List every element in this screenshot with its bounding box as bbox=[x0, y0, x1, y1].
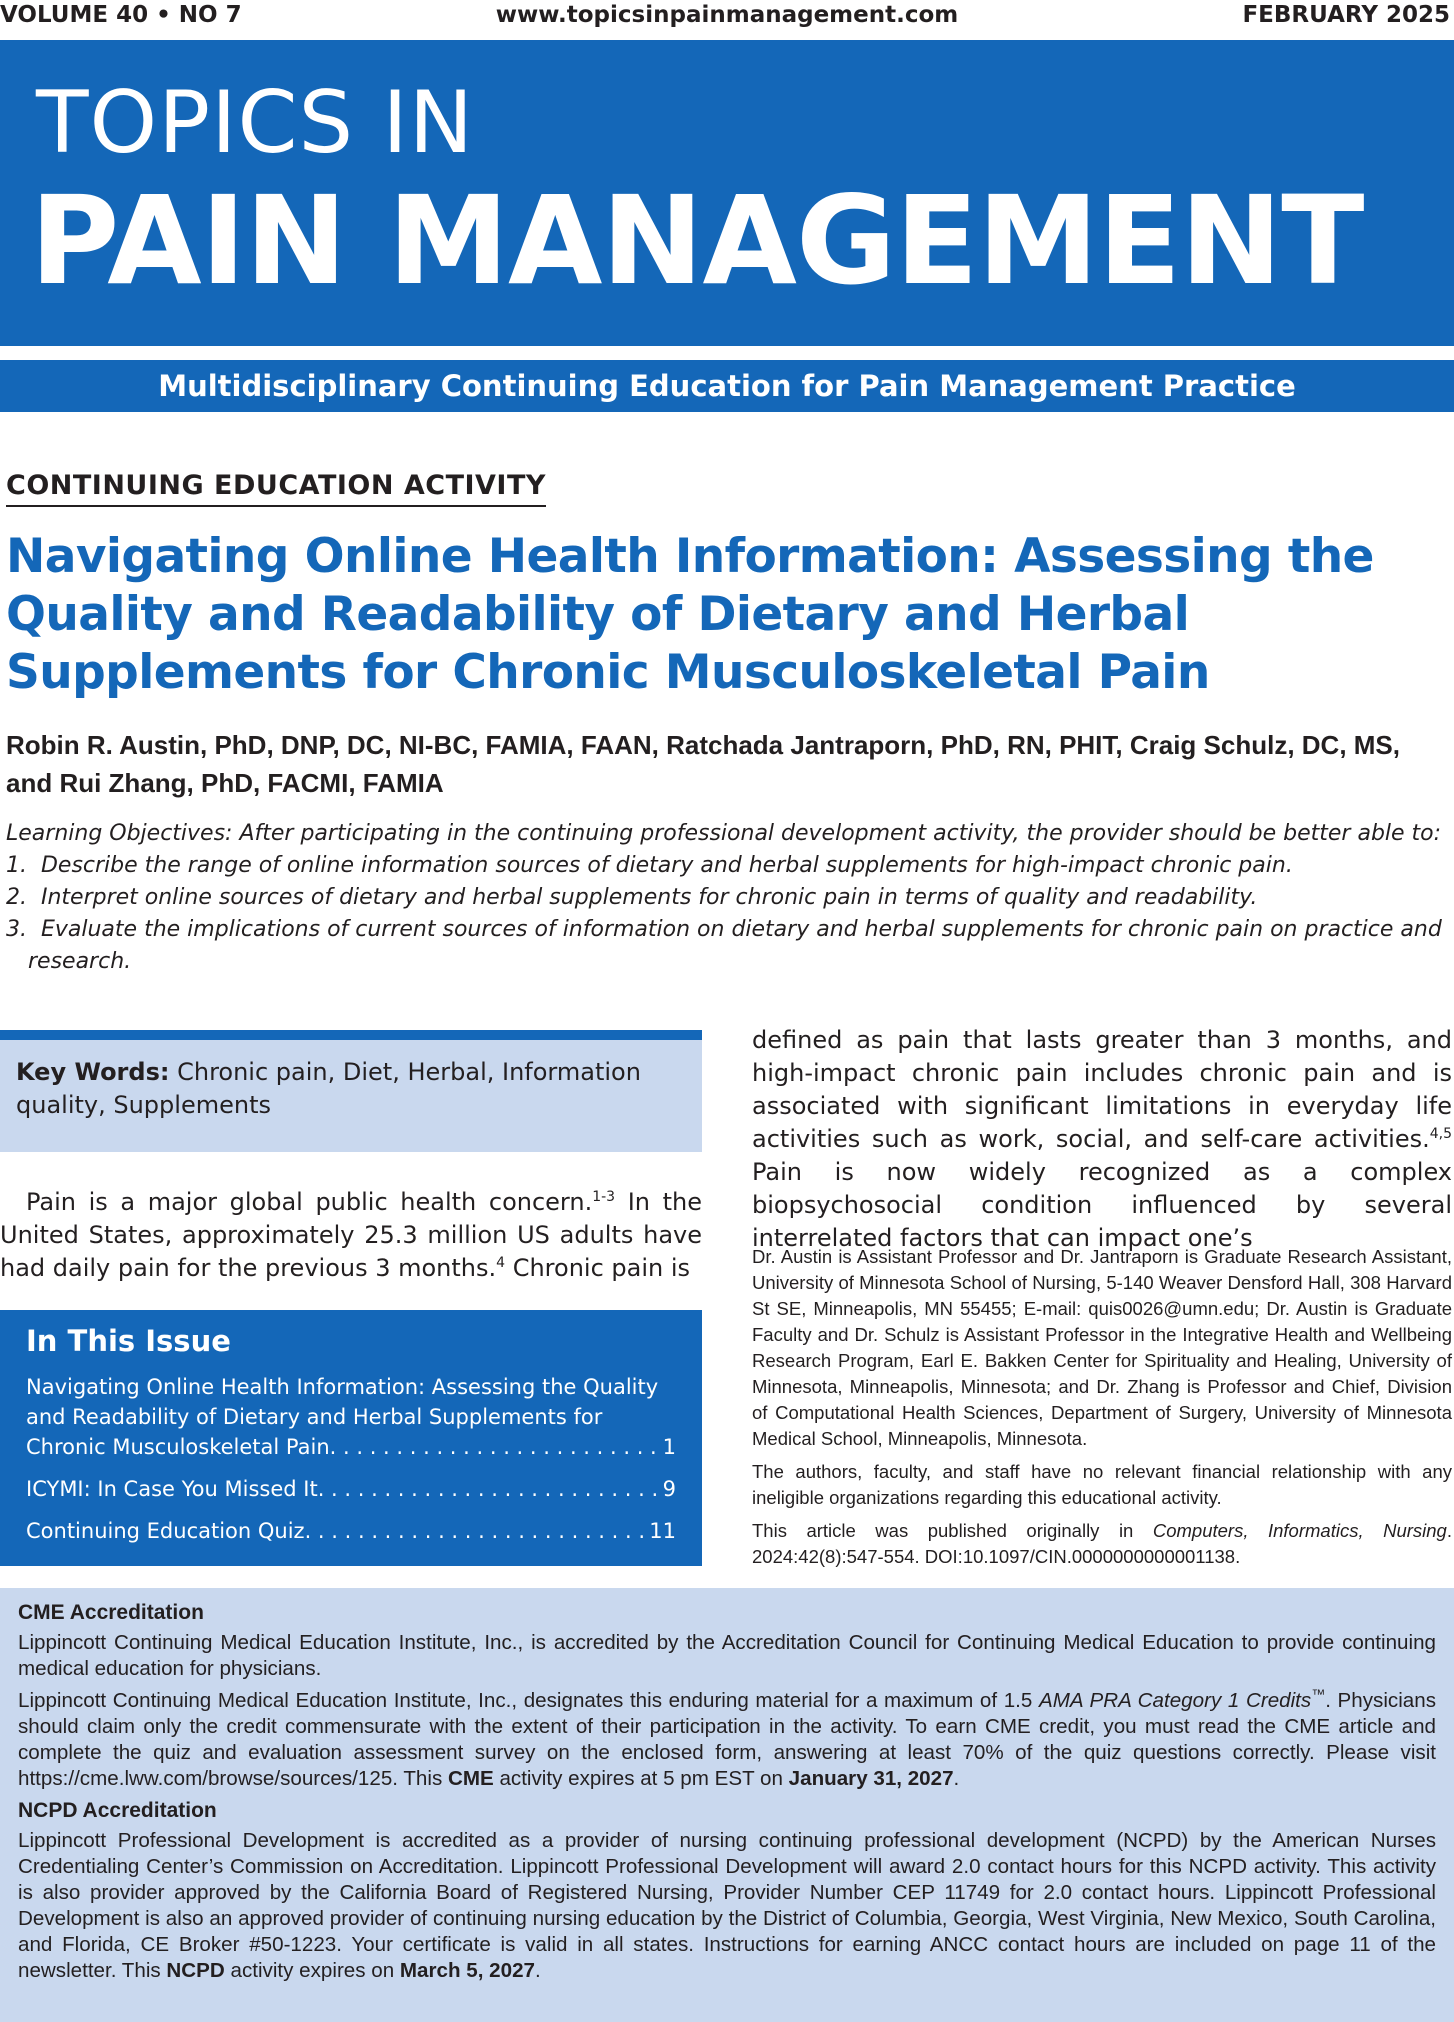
note-text: This article was published originally in bbox=[752, 1520, 1153, 1541]
accreditation-box bbox=[0, 1588, 1454, 2022]
cme-text: activity expires at 5 pm EST on bbox=[493, 1767, 789, 1790]
keywords-list: Chronic pain, Diet, Herbal, Information quality, Supplements bbox=[16, 1058, 641, 1119]
keywords-text bbox=[16, 1056, 686, 1122]
cme-expiry-date: January 31, 2027 bbox=[788, 1767, 954, 1790]
ncpd-heading: NCPD Accreditation bbox=[18, 1799, 217, 1822]
objectives-intro: Learning Objectives: After participating in the continuing professional development activity, the provider should be better able to: bbox=[6, 821, 1442, 846]
in-this-issue-heading: In This Issue bbox=[26, 1324, 231, 1358]
toc-item[interactable] bbox=[26, 1372, 676, 1462]
objective-item: 2. Interpret online sources of dietary and herbal supplements for chronic pain in terms of quality and readability. bbox=[6, 885, 1258, 910]
ncpd-text: Lippincott Professional Development is accredited as a provider of nursing continuing professional development (NCPD) by the American Nurses Credentialing Center’s Commission on Accreditation. Lippincott Professional Development will award 2.0 contact hours for this NCPD activity. This activity is also provider approved by the California Board of Registered Nursing, Provider Number CEP 11749 for 2.0 contact hours. Lippincott Professional Development is also an approved provider of continuing nursing education by the District of Columbia, Georgia, West Virginia, New Mexico, South Carolina, and Florida, CE Broker #50-1223. Your certificate is valid in all states. Instructions for earning ANCC contact hours are included on page 11 of the newsletter. This bbox=[18, 1829, 1436, 1982]
keywords-label: Key Words: bbox=[16, 1058, 170, 1086]
toc-page-number: 1 bbox=[662, 1435, 676, 1459]
keywords-box bbox=[0, 1040, 702, 1152]
toc-item-leader bbox=[26, 1432, 676, 1462]
masthead bbox=[0, 40, 1454, 346]
learning-objectives bbox=[6, 818, 1450, 978]
section-label: CONTINUING EDUCATION ACTIVITY bbox=[6, 470, 546, 507]
toc-page-number: 9 bbox=[662, 1477, 676, 1501]
volume-issue: VOLUME 40 • NO 7 bbox=[0, 2, 242, 28]
ncpd-text: activity expires on bbox=[224, 1959, 400, 1982]
top-info-bar bbox=[0, 0, 1454, 36]
toc-item-title: Chronic Musculoskeletal Pain bbox=[26, 1435, 330, 1459]
body-text: Chronic pain is bbox=[505, 1254, 691, 1282]
cme-paragraph bbox=[18, 1688, 1436, 1792]
ncpd-paragraph bbox=[18, 1828, 1436, 1984]
body-paragraph bbox=[752, 1024, 1452, 1255]
tagline-bar: Multidisciplinary Continuing Education for Pain Management Practice bbox=[0, 360, 1454, 412]
trademark-symbol: ™ bbox=[1311, 1686, 1326, 1703]
toc-list bbox=[26, 1372, 676, 1558]
toc-item[interactable] bbox=[26, 1474, 676, 1504]
credit-name: AMA PRA Category 1 Credits bbox=[1038, 1689, 1312, 1712]
article-title: Navigating Online Health Information: Assessing the Quality and Readability of Dietary and Herbal Supplements for Chronic Musculoskeletal Pain bbox=[6, 529, 1374, 700]
body-paragraph bbox=[0, 1186, 702, 1285]
toc-dot-leader bbox=[318, 1474, 663, 1504]
citation-ref: 4,5 bbox=[1429, 1126, 1452, 1142]
body-column-right bbox=[752, 1024, 1452, 1255]
in-this-issue-box bbox=[0, 1310, 702, 1566]
note-text: . 2024:42(8):547-554. DOI:10.1097/CIN.0000000000001138. bbox=[752, 1520, 1452, 1567]
objective-item: 3. Evaluate the implications of current sources of information on dietary and herbal supplements for chronic pain on practice and research. bbox=[6, 917, 1442, 974]
toc-item-title: Continuing Education Quiz bbox=[26, 1519, 305, 1543]
ncpd-text: . bbox=[535, 1959, 541, 1982]
disclosure-paragraph: The authors, faculty, and staff have no relevant financial relationship with any ineligible organizations regarding this educational activity. bbox=[752, 1461, 1452, 1508]
publication-note bbox=[752, 1518, 1452, 1570]
journal-name: Computers, Informatics, Nursing bbox=[1152, 1520, 1447, 1541]
affiliation-paragraph: Dr. Austin is Assistant Professor and Dr. Jantraporn is Graduate Research Assistant, University of Minnesota School of Nursing, 5-140 Weaver Densford Hall, 308 Harvard St SE, Minneapolis, MN 55455; E-mail: quis0026@umn.edu; Dr. Austin is Graduate Faculty and Dr. Schulz is Assistant Professor in the Integrative Health and Wellbeing Research Program, Earl E. Bakken Center for Spirituality and Healing, University of Minnesota, Minneapolis, Minnesota; and Dr. Zhang is Professor and Chief, Division of Computational Health Sciences, Department of Surgery, University of Minnesota Medical School, Minneapolis, Minnesota. bbox=[752, 1246, 1452, 1449]
author-affiliations bbox=[752, 1244, 1452, 1577]
ncpd-expiry-date: March 5, 2027 bbox=[399, 1959, 535, 1982]
cme-paragraph: Lippincott Continuing Medical Education Institute, Inc., is accredited by the Accreditation Council for Continuing Medical Education to provide continuing medical education for physicians. bbox=[18, 1631, 1436, 1680]
toc-dot-leader bbox=[330, 1432, 663, 1462]
toc-page-number: 11 bbox=[649, 1519, 676, 1543]
cme-text: . Physicians should claim only the credit commensurate with the extent of their participation in the activity. To earn CME credit, you must read the CME article and complete the quiz and evaluation assessment survey on the enclosed form, answering at least 70% of the quiz questions correctly. Please visit https://cme.lww.com/browse/sources/125. This bbox=[18, 1689, 1436, 1790]
body-text: defined as pain that lasts greater than 3 months, and high-impact chronic pain includes chronic pain and is associated with significant limitations in everyday life activities such as work, social, and self-care activities. bbox=[752, 1026, 1452, 1153]
citation-ref: 1-3 bbox=[592, 1189, 616, 1205]
cme-bold: CME bbox=[447, 1767, 494, 1790]
body-column-left bbox=[0, 1186, 702, 1285]
masthead-line2: PAIN MANAGEMENT bbox=[30, 170, 1364, 312]
body-text: In the United States, approximately 25.3 million US adults have had daily pain for the previous 3 months. bbox=[0, 1188, 703, 1282]
toc-item-title: ICYMI: In Case You Missed It bbox=[26, 1477, 318, 1501]
issue-date: FEBRUARY 2025 bbox=[1242, 2, 1450, 28]
citation-ref: 4 bbox=[496, 1255, 506, 1271]
body-text: Pain is now widely recognized as a complex biopsychosocial condition influenced by several interrelated factors that can impact one’s bbox=[752, 1158, 1452, 1252]
toc-item-title: Navigating Online Health Information: Assessing the Quality and Readability of Dietary and Herbal Supplements for bbox=[26, 1375, 659, 1429]
keywords-rule bbox=[0, 1030, 702, 1040]
masthead-line1: TOPICS IN bbox=[36, 73, 475, 173]
toc-item[interactable] bbox=[26, 1516, 676, 1546]
objective-item: 1. Describe the range of online information sources of dietary and herbal supplements for high-impact chronic pain. bbox=[6, 853, 1293, 878]
cme-heading: CME Accreditation bbox=[18, 1601, 204, 1624]
article-authors: Robin R. Austin, PhD, DNP, DC, NI-BC, FAMIA, FAAN, Ratchada Jantraporn, PhD, RN, PHIT, Craig Schulz, DC, MS, and Rui Zhang, PhD, FACMI, FAMIA bbox=[6, 730, 1400, 798]
body-text: Pain is a major global public health concern. bbox=[26, 1188, 593, 1216]
website-url[interactable]: www.topicsinpainmanagement.com bbox=[495, 2, 959, 28]
ncpd-bold: NCPD bbox=[166, 1959, 225, 1982]
accreditation-content bbox=[18, 1600, 1436, 1990]
cme-text: Lippincott Continuing Medical Education Institute, Inc., designates this enduring material for a maximum of 1.5 bbox=[18, 1689, 1039, 1712]
toc-dot-leader bbox=[305, 1516, 650, 1546]
cme-text: . bbox=[953, 1767, 960, 1790]
